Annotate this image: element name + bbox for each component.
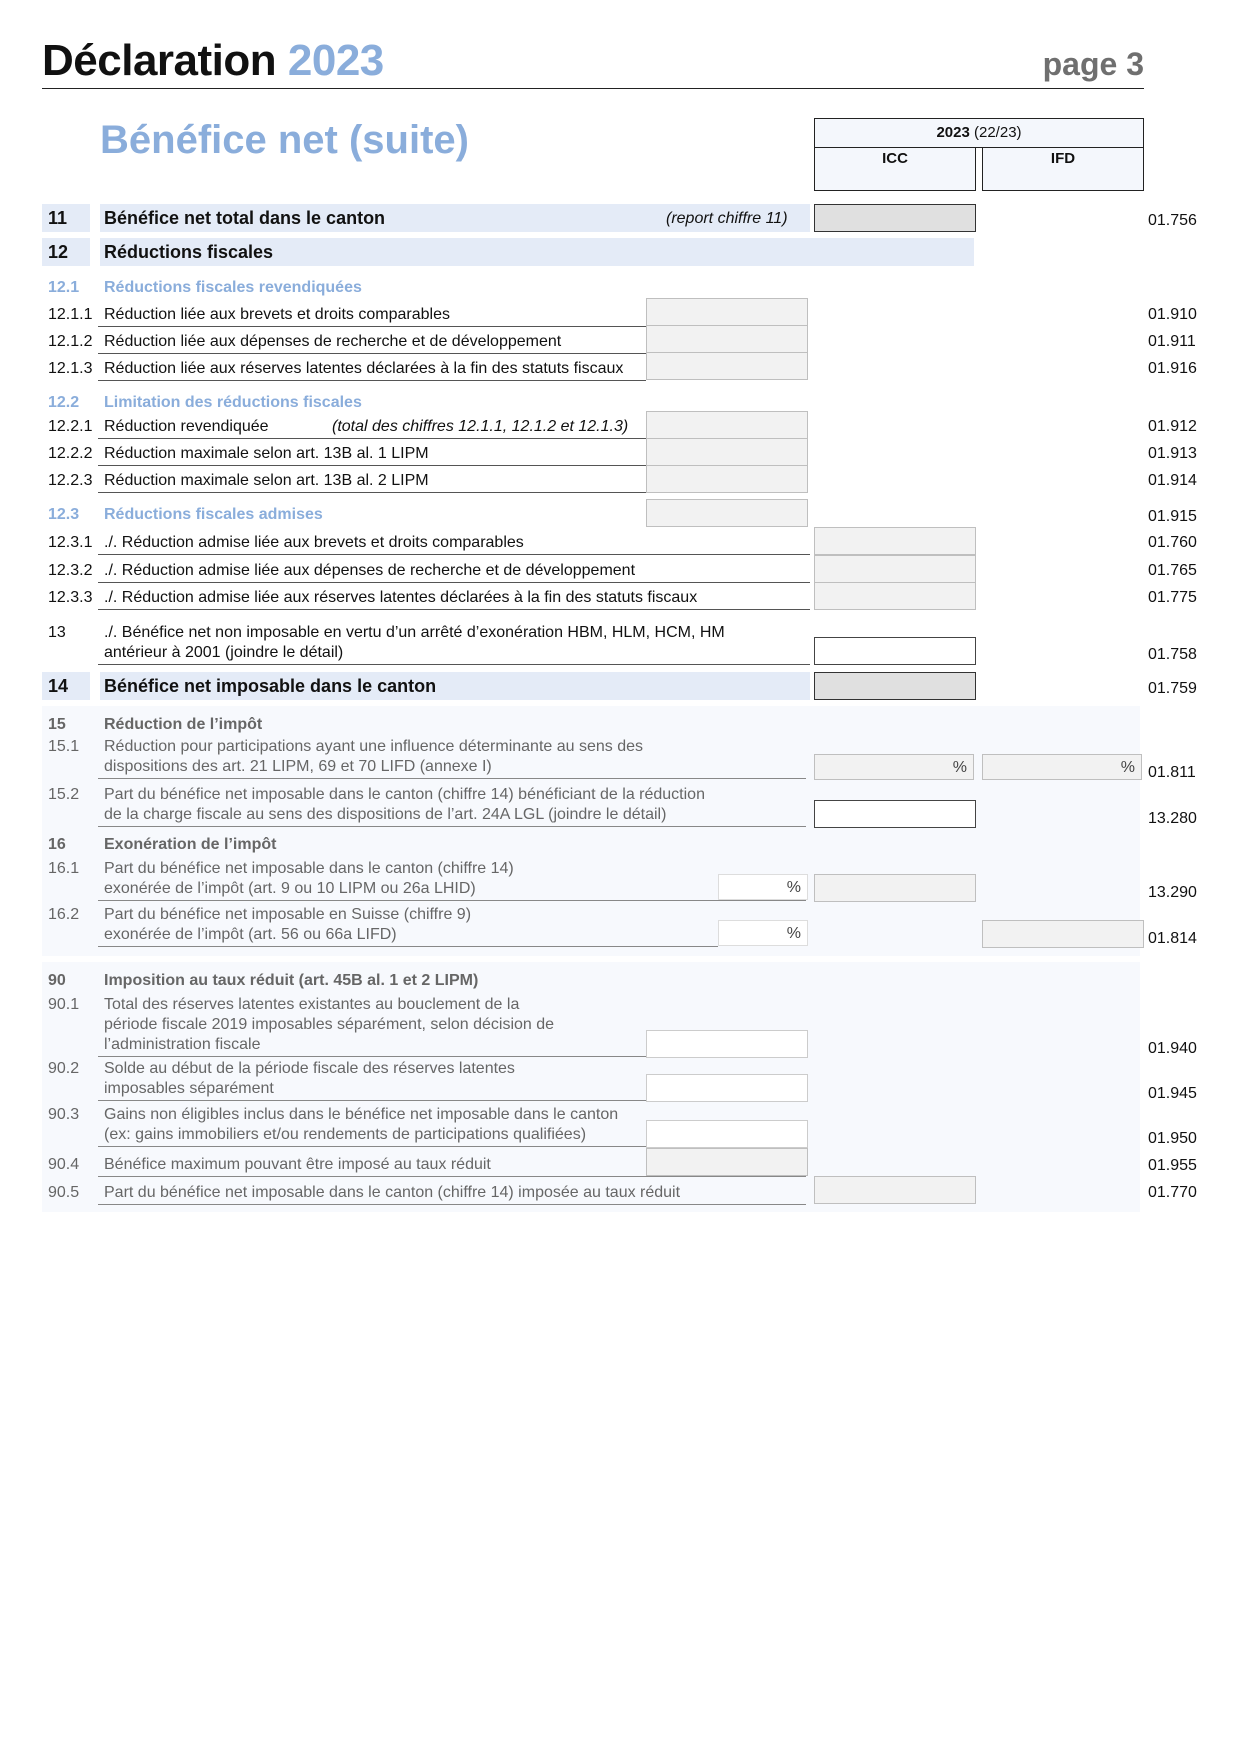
row-underline xyxy=(98,900,806,901)
row-underline xyxy=(98,326,646,327)
period-year: 2023 xyxy=(936,124,970,141)
row-note: (report chiffre 11) xyxy=(666,210,788,227)
row-code: 01.758 xyxy=(1148,646,1197,663)
row-code: 01.916 xyxy=(1148,360,1197,377)
row-label: Réduction revendiquée xyxy=(104,418,269,435)
row-code: 01.945 xyxy=(1148,1085,1197,1102)
row-code: 01.756 xyxy=(1148,212,1197,229)
amount-input-12-1-3[interactable] xyxy=(646,352,808,380)
document-year: 2023 xyxy=(287,36,384,85)
row-number: 15.2 xyxy=(48,786,80,803)
row-number: 90.3 xyxy=(48,1106,80,1123)
row-label: Réduction de l’impôt xyxy=(104,716,263,733)
row-underline xyxy=(98,826,806,827)
row-underline xyxy=(98,664,810,665)
icc-input-14[interactable] xyxy=(814,672,976,700)
row-number: 90.5 xyxy=(48,1184,80,1201)
row-label-line2: période fiscale 2019 imposables séparément, selon décision de xyxy=(104,1016,555,1033)
row-number: 90 xyxy=(48,972,66,989)
section-title: Bénéfice net (suite) xyxy=(100,118,469,162)
row-number: 12.3.1 xyxy=(48,534,93,551)
row-number: 12.2.1 xyxy=(48,418,93,435)
row-number: 12.3.2 xyxy=(48,562,93,579)
row-note: (total des chiffres 12.1.1, 12.1.2 et 12.1.3) xyxy=(332,418,629,435)
row-label: Réduction maximale selon art. 13B al. 1 LIPM xyxy=(104,445,429,462)
row-number: 15.1 xyxy=(48,738,80,755)
row-label: Réductions fiscales revendiquées xyxy=(104,279,362,296)
row-label-line2: antérieur à 2001 (joindre le détail) xyxy=(104,644,344,661)
row-label-line2: (ex: gains immobiliers et/ou rendements de participations qualifiées) xyxy=(104,1126,587,1143)
row-label: Bénéfice net imposable dans le canton xyxy=(104,676,437,696)
row-code: 13.280 xyxy=(1148,810,1197,827)
period-sub: (22/23) xyxy=(974,124,1022,141)
row-number: 15 xyxy=(48,716,66,733)
row-code: 01.910 xyxy=(1148,306,1197,323)
amount-input-12-2-3[interactable] xyxy=(646,465,808,493)
row-code: 01.759 xyxy=(1148,680,1197,697)
row-underline xyxy=(98,554,810,555)
row-number: 12.1.3 xyxy=(48,360,93,377)
row-label: Bénéfice maximum pouvant être imposé au taux réduit xyxy=(104,1156,491,1173)
amount-input-12-1-1[interactable] xyxy=(646,298,808,326)
row-number: 16.1 xyxy=(48,860,80,877)
column-icc-header: ICC xyxy=(814,147,976,191)
percent-sign: % xyxy=(952,759,967,776)
row-code: 01.911 xyxy=(1148,333,1196,350)
row-label: ./. Réduction admise liée aux dépenses de recherche et de développement xyxy=(104,562,636,579)
row-label: Limitation des réductions fiscales xyxy=(104,394,362,411)
row-code: 01.765 xyxy=(1148,562,1197,579)
percent-sign: % xyxy=(786,925,801,942)
row-number: 12 xyxy=(48,242,69,262)
row-label: ./. Réduction admise liée aux brevets et droits comparables xyxy=(104,534,524,551)
row-number: 90.4 xyxy=(48,1156,80,1173)
row-label-line1: Part du bénéfice net imposable dans le canton (chiffre 14) xyxy=(104,860,514,877)
row-number: 12.3 xyxy=(48,506,80,523)
row-label: Réduction maximale selon art. 13B al. 2 LIPM xyxy=(104,472,429,489)
row-underline xyxy=(98,438,646,439)
row-label-line1: Réduction pour participations ayant une influence déterminante au sens des xyxy=(104,738,644,755)
row-label-line1: Total des réserves latentes existantes au bouclement de la xyxy=(104,996,520,1013)
row-label-line1: Gains non éligibles inclus dans le bénéfice net imposable dans le canton xyxy=(104,1106,619,1123)
row-label-line3: l’administration fiscale xyxy=(104,1036,261,1053)
row-label-line1: ./. Bénéfice net non imposable en vertu d’un arrêté d’exonération HBM, HLM, HCM, HM xyxy=(104,624,725,641)
row-label-line2: imposables séparément xyxy=(104,1080,274,1097)
row-label: Réduction liée aux réserves latentes déclarées à la fin des statuts fiscaux xyxy=(104,360,624,377)
row-code: 01.814 xyxy=(1148,930,1197,947)
row-underline xyxy=(98,1176,806,1177)
row-label: Part du bénéfice net imposable dans le canton (chiffre 14) imposée au taux réduit xyxy=(104,1184,681,1201)
icc-input-16-1[interactable] xyxy=(814,874,976,902)
icc-input-90-5[interactable] xyxy=(814,1176,976,1204)
icc-input-11[interactable] xyxy=(814,204,976,232)
row-underline xyxy=(98,609,810,610)
row-label: Réductions fiscales admises xyxy=(104,506,323,523)
row-code: 01.915 xyxy=(1148,508,1197,525)
row-number: 12.2 xyxy=(48,394,80,411)
icc-percent-input-15-1[interactable] xyxy=(814,754,974,780)
amount-input-90-2[interactable] xyxy=(646,1074,808,1102)
row-underline xyxy=(98,465,646,466)
amount-input-12-1-2[interactable] xyxy=(646,325,808,353)
row-number: 12.3.3 xyxy=(48,589,93,606)
row-number: 14 xyxy=(48,676,69,696)
row-number: 90.1 xyxy=(48,996,80,1013)
row-number: 12.1.2 xyxy=(48,333,93,350)
percent-input-16-2[interactable] xyxy=(718,920,808,946)
percent-input-16-1[interactable] xyxy=(718,874,808,900)
row-number: 90.2 xyxy=(48,1060,80,1077)
icc-input-12-3-2[interactable] xyxy=(814,555,976,583)
row-number: 16 xyxy=(48,836,66,853)
percent-sign: % xyxy=(786,879,801,896)
row-underline xyxy=(98,1204,806,1205)
amount-input-90-1[interactable] xyxy=(646,1030,808,1058)
ifd-percent-input-15-1[interactable] xyxy=(982,754,1142,780)
row-code: 01.955 xyxy=(1148,1157,1197,1174)
row-number: 12.2.3 xyxy=(48,472,93,489)
row-code: 01.811 xyxy=(1148,764,1196,781)
row-number: 12.2.2 xyxy=(48,445,93,462)
page-number: page 3 xyxy=(1042,46,1144,82)
amount-input-12-3[interactable] xyxy=(646,499,808,527)
row-number: 16.2 xyxy=(48,906,80,923)
row-code: 01.760 xyxy=(1148,534,1197,551)
icc-input-12-3-3[interactable] xyxy=(814,582,976,610)
amount-input-90-3[interactable] xyxy=(646,1120,808,1148)
row-code: 01.940 xyxy=(1148,1040,1197,1057)
row-label: Imposition au taux réduit (art. 45B al. 1 et 2 LIPM) xyxy=(104,972,479,989)
row-label-line2: exonérée de l’impôt (art. 9 ou 10 LIPM ou 26a LHID) xyxy=(104,880,476,897)
row-label: Réduction liée aux brevets et droits comparables xyxy=(104,306,450,323)
ifd-input-16-2[interactable] xyxy=(982,920,1144,948)
row-label-line2: de la charge fiscale au sens des dispositions de l’art. 24A LGL (joindre le détail) xyxy=(104,806,667,823)
row-number: 12.1 xyxy=(48,279,80,296)
row-label: ./. Réduction admise liée aux réserves latentes déclarées à la fin des statuts fiscaux xyxy=(104,589,698,606)
row-code: 01.950 xyxy=(1148,1130,1197,1147)
document-title xyxy=(42,36,384,86)
document-title-text: Déclaration xyxy=(42,36,277,85)
row-underline xyxy=(98,946,718,947)
row-label-line2: exonérée de l’impôt (art. 56 ou 66a LIFD) xyxy=(104,926,397,943)
row-code: 01.914 xyxy=(1148,472,1197,489)
row-label-line1: Solde au début de la période fiscale des réserves latentes xyxy=(104,1060,515,1077)
row-code: 13.290 xyxy=(1148,884,1197,901)
row-underline xyxy=(98,582,810,583)
row-label-line2: dispositions des art. 21 LIPM, 69 et 70 LIFD (annexe I) xyxy=(104,758,492,775)
row-number: 13 xyxy=(48,624,66,641)
icc-input-13[interactable] xyxy=(814,637,976,665)
amount-input-90-4[interactable] xyxy=(646,1148,808,1176)
row-underline xyxy=(98,492,646,493)
row-underline xyxy=(98,380,646,381)
amount-input-12-2-2[interactable] xyxy=(646,438,808,466)
row-label: Exonération de l’impôt xyxy=(104,836,277,853)
row-number: 11 xyxy=(48,208,68,228)
row-code: 01.770 xyxy=(1148,1184,1197,1201)
row-code: 01.775 xyxy=(1148,589,1197,606)
row-number: 12.1.1 xyxy=(48,306,93,323)
row-underline xyxy=(98,353,646,354)
period-header xyxy=(814,118,1144,148)
icc-input-12-3-1[interactable] xyxy=(814,527,976,555)
icc-input-15-2[interactable] xyxy=(814,800,976,828)
row-underline xyxy=(98,778,806,779)
row-label: Bénéfice net total dans le canton xyxy=(104,208,386,228)
amount-input-12-2-1[interactable] xyxy=(646,411,808,439)
row-label: Réductions fiscales xyxy=(104,242,274,262)
row-code: 01.913 xyxy=(1148,445,1197,462)
row-code: 01.912 xyxy=(1148,418,1197,435)
column-ifd-header: IFD xyxy=(982,147,1144,191)
row-label: Réduction liée aux dépenses de recherche et de développement xyxy=(104,333,562,350)
title-divider xyxy=(42,88,1144,89)
row-label-line1: Part du bénéfice net imposable dans le canton (chiffre 14) bénéficiant de la réduction xyxy=(104,786,705,803)
row-label-line1: Part du bénéfice net imposable en Suisse (chiffre 9) xyxy=(104,906,472,923)
percent-sign: % xyxy=(1120,759,1135,776)
